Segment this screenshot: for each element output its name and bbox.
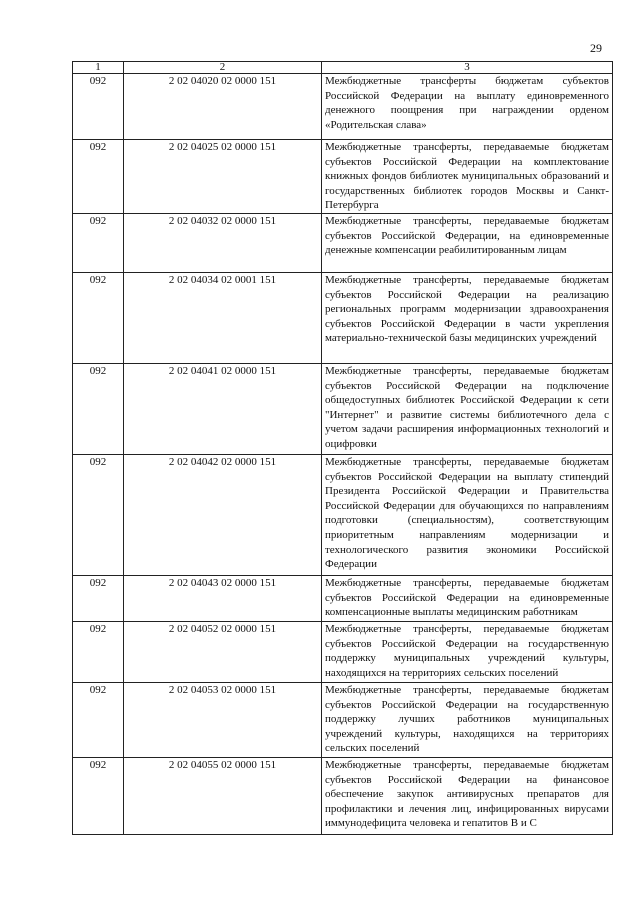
budget-classification-code-cell: 2 02 04041 02 0000 151 [124,364,322,455]
budget-classification-code-cell: 2 02 04034 02 0001 151 [124,273,322,364]
table-row [73,214,613,273]
table-row [73,758,613,835]
budget-code-table [72,61,613,835]
revenue-description-cell: Межбюджетные трансферты, передаваемые бюджетам субъектов Российской Федерации на комплектование книжных фондов библиотек муниципальных образований и государственных библиотек городов Москвы и Санкт-Петербурга [322,140,613,214]
budget-classification-code-cell: 2 02 04053 02 0000 151 [124,683,322,758]
budget-classification-code-cell: 2 02 04052 02 0000 151 [124,622,322,683]
revenue-description-cell: Межбюджетные трансферты, передаваемые бюджетам субъектов Российской Федерации, на единовременные денежные компенсации реабилитированным лицам [322,214,613,273]
table-row [73,576,613,622]
budget-classification-code-cell: 2 02 04042 02 0000 151 [124,455,322,576]
budget-classification-code-cell: 2 02 04032 02 0000 151 [124,214,322,273]
table-header [73,62,613,74]
table-row [73,140,613,214]
revenue-description-cell: Межбюджетные трансферты, передаваемые бюджетам субъектов Российской Федерации на финансовое обеспечение закупок антивирусных препаратов для профилактики и лечения лиц, инфицированных вирусами иммунодефицита человека и гепатитов В и С [322,758,613,835]
revenue-description-cell: Межбюджетные трансферты, передаваемые бюджетам субъектов Российской Федерации на государственную поддержку муниципальных учреждений культуры, находящихся на территориях сельских поселений [322,622,613,683]
budget-classification-code-cell: 2 02 04043 02 0000 151 [124,576,322,622]
budget-classification-code-cell: 2 02 04055 02 0000 151 [124,758,322,835]
admin-code-cell: 092 [73,683,124,758]
revenue-description-cell: Межбюджетные трансферты, передаваемые бюджетам субъектов Российской Федерации на реализацию региональных программ модернизации здравоохранения субъектов Российской Федерации в части укрепления материально-технической базы медицинских учреждений [322,273,613,364]
column-header-2: 2 [124,62,322,74]
revenue-description-cell: Межбюджетные трансферты, передаваемые бюджетам субъектов Российской Федерации на подключение общедоступных библиотек Российской Федерации к сети "Интернет" и развитие системы библиотечного дела с учетом задачи расширения информационных технологий и оцифровки [322,364,613,455]
budget-classification-code-cell: 2 02 04020 02 0000 151 [124,74,322,140]
table-row [73,74,613,140]
column-header-3: 3 [322,62,613,74]
admin-code-cell: 092 [73,74,124,140]
revenue-description-cell: Межбюджетные трансферты, передаваемые бюджетам субъектов Российской Федерации на единовременные компенсационные выплаты медицинским работникам [322,576,613,622]
revenue-description-cell: Межбюджетные трансферты бюджетам субъектов Российской Федерации на выплату единовременного денежного поощрения при награждении орденом «Родительская слава» [322,74,613,140]
revenue-description-cell: Межбюджетные трансферты, передаваемые бюджетам субъектов Российской Федерации на государственную поддержку лучших работников муниципальных учреждений культуры, находящихся на территориях сельских поселений [322,683,613,758]
admin-code-cell: 092 [73,214,124,273]
admin-code-cell: 092 [73,273,124,364]
admin-code-cell: 092 [73,455,124,576]
table-row [73,364,613,455]
admin-code-cell: 092 [73,140,124,214]
page-number: 29 [590,41,602,55]
admin-code-cell: 092 [73,758,124,835]
table-row [73,273,613,364]
table-row [73,622,613,683]
table-row [73,683,613,758]
admin-code-cell: 092 [73,364,124,455]
revenue-description-cell: Межбюджетные трансферты, передаваемые бюджетам субъектов Российской Федерации на выплату стипендий Президента Российской Федерации и Правительства Российской Федерации для обучающихся по направлениям подготовки (специальностям), соответствующим приоритетным направлениям модернизации и технологического развития экономики Российской Федерации [322,455,613,576]
admin-code-cell: 092 [73,622,124,683]
admin-code-cell: 092 [73,576,124,622]
budget-classification-code-cell: 2 02 04025 02 0000 151 [124,140,322,214]
table-row [73,455,613,576]
column-header-1: 1 [73,62,124,74]
table-body [73,74,613,835]
